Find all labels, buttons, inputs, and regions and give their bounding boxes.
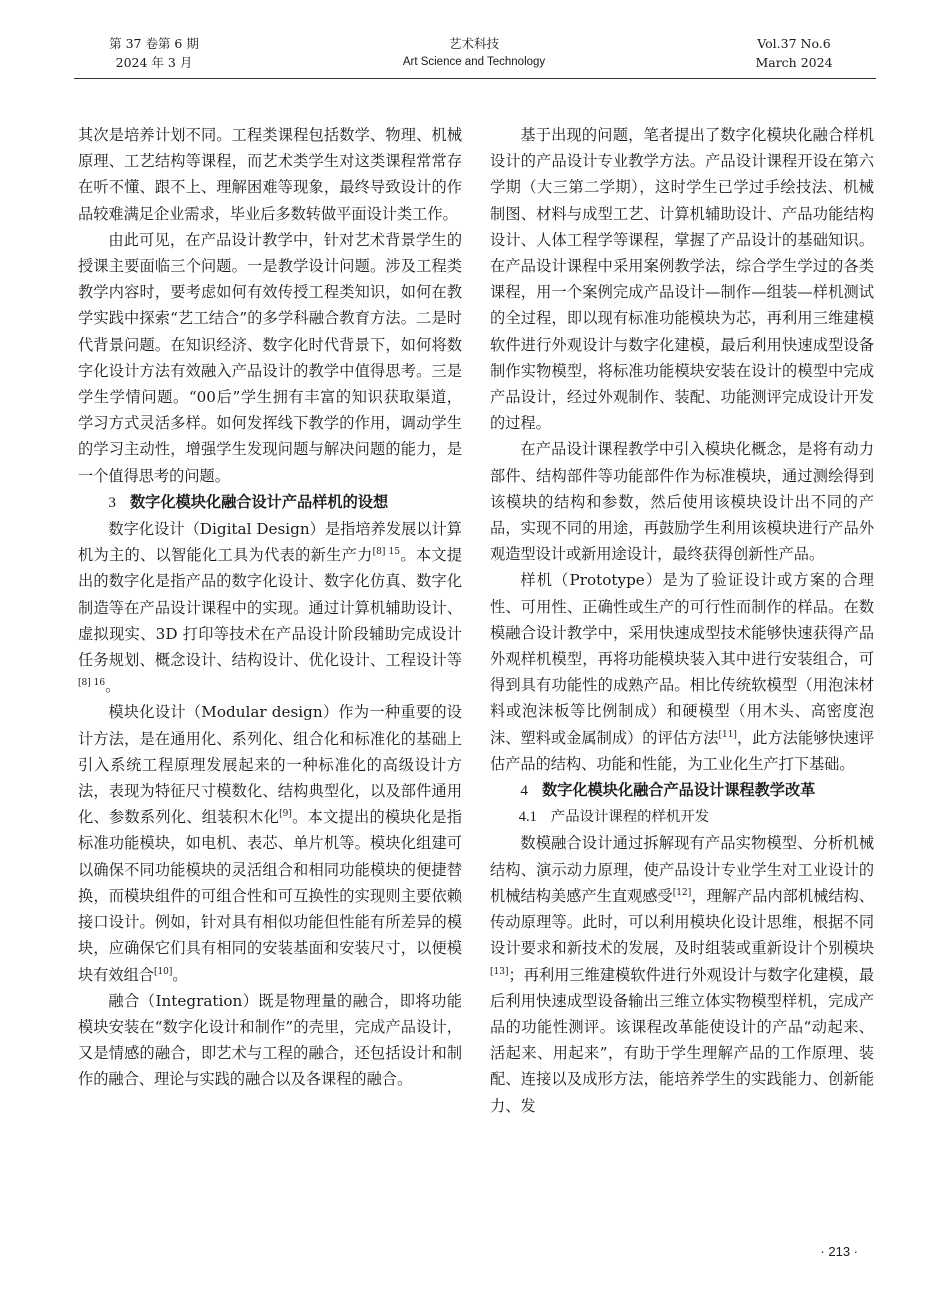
section-number: 3 <box>108 493 116 511</box>
citation[interactable]: [10] <box>153 966 173 977</box>
header-date: 2024 年 3 月 <box>115 55 193 70</box>
section-heading-4 <box>490 777 874 804</box>
journal-title-cn: 艺术科技 <box>448 36 499 51</box>
header-volume: 第 37 卷第 6 期 <box>109 36 199 51</box>
paragraph <box>78 516 462 699</box>
citation[interactable]: [8] 15 <box>372 547 400 558</box>
citation[interactable]: [9] <box>279 809 292 820</box>
text-run: 数模融合设计通过拆解现有产品实物模型、分析机械结构、演示动力原理，使产品设计专业学生对工业设计的机械结构美感产生直观感受 <box>490 834 874 905</box>
text-run: 。本文提出的数字化是指产品的数字化设计、数字化仿真、数字化制造等在产品设计课程中的实现。通过计算机辅助设计、虚拟现实、3D 打印等技术在产品设计阶段辅助完成设计任务规划、概念设计、结构设计、优化设计、工程设计等 <box>78 546 463 670</box>
header-volume-info <box>74 34 234 72</box>
text-run: 。 <box>105 677 121 696</box>
page-number: · 213 · <box>820 1244 858 1259</box>
text-run: ，此方法能够快速评估产品的结构、功能和性能，为工业化生产打下基础。 <box>490 728 875 773</box>
header-journal <box>394 34 554 72</box>
citation[interactable]: [12] <box>672 887 692 898</box>
header-date-en: March 2024 <box>755 55 833 70</box>
left-column <box>78 122 462 1093</box>
journal-title-en: Art Science and Technology <box>402 56 546 68</box>
citation[interactable]: [13] <box>490 966 509 977</box>
header-volume-info-en <box>714 34 874 72</box>
header-rule <box>74 78 876 79</box>
section-number: 4 <box>520 782 528 800</box>
subsection-number: 4.1 <box>518 809 537 826</box>
text-run: 。本文提出的模块化是指标准功能模块，如电机、表芯、单片机等。模块化组建可以确保不同功能模块的灵活组合和相同功能模块的便捷替换，而模块组件的可组合性和可互换性的实现则主要依赖接口设计。例如，针对具有相似功能但性能有所差异的模块，应确保它们具有相同的安装基面和安装尺寸，以便模块有效组合 <box>78 808 462 984</box>
text-run: 。 <box>172 965 188 984</box>
text-run: 数字化设计（Digital Design）是指培养发展以计算机为主的、以智能化工具为代表的新生产力 <box>78 520 462 565</box>
paragraph <box>490 830 874 1118</box>
text-run: 模块化设计（Modular design）作为一种重要的设计方法，是在通用化、系列化、组合化和标准化的基础上引入系统工程原理发展起来的一种标准化的高级设计方法，表现为特征尺寸模数化、结构典型化，以及部件通用化、参数系列化、组装积木化 <box>78 703 462 827</box>
paragraph: 其次是培养计划不同。工程类课程包括数学、物理、机械原理、工艺结构等课程，而艺术类学生对这类课程常常存在听不懂、跟不上、理解困难等现象，最终导致设计的作品较难满足企业需求，毕业后多数转做平面设计类工作。 <box>78 126 462 223</box>
section-title: 数字化模块化融合产品设计课程教学改革 <box>541 781 816 800</box>
right-column <box>490 122 874 1119</box>
section-heading-3 <box>78 489 462 516</box>
running-header <box>74 34 874 78</box>
header-volume-en: Vol.37 No.6 <box>757 36 831 51</box>
paragraph <box>78 699 462 987</box>
section-title: 数字化模块化融合设计产品样机的设想 <box>129 492 389 511</box>
paragraph: 在产品设计课程教学中引入模块化概念，是将有动力部件、结构部件等功能部件作为标准模块，通过测绘得到该模块的结构和参数，然后使用该模块设计出不同的产品，实现不同的用途，再鼓励学生利用该模块进行产品外观造型设计或新用途设计，最终获得创新性产品。 <box>490 440 874 564</box>
text-run: ；再利用三维建模软件进行外观设计与数字化建模，最后利用快速成型设备输出三维立体实物模型样机，完成产品的功能性测评。该课程改革能使设计的产品“动起来、活起来、用起来”，有助于学生理解产品的工作原理、装配、连接以及成形方法，能培养学生的实践能力、创新能力、发 <box>490 965 874 1115</box>
citation[interactable]: [11] <box>718 729 737 740</box>
subsection-title: 产品设计课程的样机开发 <box>550 809 710 826</box>
paragraph <box>490 567 874 777</box>
paragraph: 融合（Integration）既是物理量的融合，即将功能模块安装在“数字化设计和制作”的壳里，完成产品设计，又是情感的融合，即艺术与工程的融合，还包括设计和制作的融合、理论与实践的融合以及各课程的融合。 <box>78 991 462 1089</box>
subsection-heading-4-1 <box>490 804 874 830</box>
text-run: ，理解产品内部机械结构、传动原理等。此时，可以利用模块化设计思维，根据不同设计要求和新技术的发展，及时组装或重新设计个别模块 <box>490 886 875 958</box>
paragraph: 基于出现的问题，笔者提出了数字化模块化融合样机设计的产品设计专业教学方法。产品设计课程开设在第六学期（大三第二学期），这时学生已学过手绘技法、机械制图、材料与成型工艺、计算机辅助设计、产品功能结构设计、人体工程学等课程，掌握了产品设计的基础知识。在产品设计课程中采用案例教学法，综合学生学过的各类课程，用一个案例完成产品设计—制作—组装—样机测试的全过程，即以现有标准功能模块为芯，再利用三维建模软件进行外观设计与数字化建模，最后利用快速成型设备制作实物模型，将标准功能模块安装在设计的模型中完成产品设计，经过外观制作、装配、功能测评完成设计开发的过程。 <box>490 126 874 433</box>
citation[interactable]: [8] 16 <box>78 678 106 689</box>
paragraph: 由此可见，在产品设计教学中，针对艺术背景学生的授课主要面临三个问题。一是教学设计问题。涉及工程类教学内容时，要考虑如何有效传授工程类知识，如何在教学实践中探索“艺工结合”的多学科融合教育方法。二是时代背景问题。在知识经济、数字化时代背景下，如何将数字化设计方法有效融入产品设计的教学中值得思考。三是学生学情问题。“00后”学生拥有丰富的知识获取渠道，学习方式灵活多样。如何发挥线下教学的作用，调动学生的学习主动性，增强学生发现问题与解决问题的能力，是一个值得思考的问题。 <box>78 230 462 485</box>
text-run: 样机（Prototype）是为了验证设计或方案的合理性、可用性、正确性或生产的可行性而制作的样品。在数模融合设计教学中，采用快速成型技术能够快速获得产品外观样机模型，再将功能模块装入其中进行安装组合，可得到具有功能性的成熟产品。相比传统软模型（用泡沫材料或泡沫板等比例制成）和硬模型（用木头、高密度泡沫、塑料或金属制成）的评估方法 <box>490 571 874 747</box>
